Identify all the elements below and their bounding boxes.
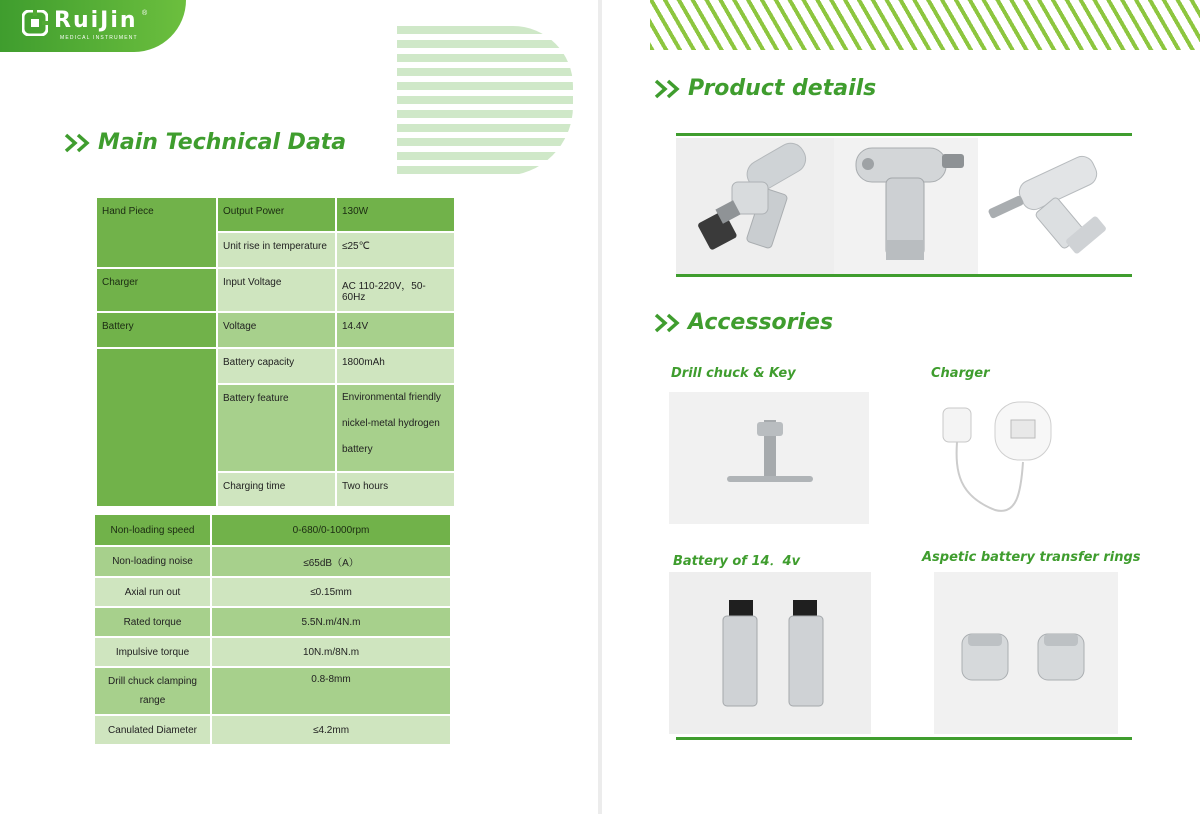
accessories-heading — [654, 310, 833, 335]
table-row — [95, 716, 450, 744]
brand-name: RuiJin — [54, 8, 138, 33]
spec-value-cell — [337, 385, 454, 471]
value-line: nickel-metal hydrogen — [342, 418, 440, 429]
double-chevron-icon — [654, 78, 684, 100]
decorative-stripes — [397, 26, 573, 176]
table-row — [95, 608, 450, 636]
decorative-diagonal-stripes — [650, 0, 1200, 50]
drill-handpiece-side-photo — [676, 138, 834, 274]
perf-value-cell: 0.8-8mm — [212, 668, 450, 714]
spec-group-cell: Charger — [97, 269, 216, 311]
brand-tagline: MEDICAL INSTRUMENT — [60, 35, 138, 41]
drill-handpiece-angled-photo — [978, 138, 1132, 274]
perf-label-cell: Non-loading noise — [95, 547, 210, 576]
table-row — [95, 547, 450, 576]
spec-param-cell: Battery feature — [218, 385, 335, 471]
spec-value-cell: AC 110-220V，50-60Hz — [337, 269, 454, 311]
charger-photo — [925, 392, 1061, 530]
accessory-title: Battery of 14．4v — [673, 554, 801, 569]
left-page — [0, 0, 598, 814]
value-line: Environmental friendly — [342, 392, 441, 403]
value-line: battery — [342, 444, 373, 455]
table-row — [97, 349, 454, 383]
label-line: range — [139, 695, 166, 706]
brand-registered-mark: ® — [142, 10, 148, 17]
spec-value-cell: 130W — [337, 198, 454, 231]
section-title: Product details — [688, 76, 877, 101]
right-page — [602, 0, 1200, 814]
perf-value-cell: 0-680/0-1000rpm — [212, 515, 450, 545]
spec-group-cell: Hand Piece — [97, 198, 216, 267]
spec-param-cell: Charging time — [218, 473, 335, 506]
spec-table — [95, 196, 456, 508]
perf-value-cell: 10N.m/8N.m — [212, 638, 450, 666]
chuck-key-photo — [669, 392, 869, 524]
spec-group-cell: Battery — [97, 313, 216, 347]
spec-param-cell: Voltage — [218, 313, 335, 347]
product-photo-3 — [978, 138, 1132, 274]
divider-line — [676, 133, 1132, 136]
performance-table — [93, 513, 452, 746]
table-row — [97, 198, 454, 231]
double-chevron-icon — [654, 312, 684, 334]
spec-param-cell: Battery capacity — [218, 349, 335, 383]
spec-param-cell: Unit rise in temperature — [218, 233, 335, 267]
perf-label-cell: Axial run out — [95, 578, 210, 606]
ruijin-logo-icon — [22, 10, 48, 36]
divider-line — [676, 274, 1132, 277]
accessory-title: Drill chuck & Key — [671, 366, 796, 381]
table-row — [95, 578, 450, 606]
perf-label-cell: Non-loading speed — [95, 515, 210, 545]
perf-label-cell: Impulsive torque — [95, 638, 210, 666]
section-title: Main Technical Data — [98, 130, 347, 155]
brand-logo-bar — [0, 0, 186, 52]
perf-value-cell: ≤4.2mm — [212, 716, 450, 744]
double-chevron-icon — [64, 132, 94, 154]
spec-param-cell: Output Power — [218, 198, 335, 231]
perf-label-cell: Rated torque — [95, 608, 210, 636]
main-technical-data-heading — [64, 130, 346, 155]
product-details-heading — [654, 76, 876, 101]
label-line: Drill chuck clamping — [108, 676, 197, 687]
spec-param-cell: Input Voltage — [218, 269, 335, 311]
transfer-rings-photo — [934, 572, 1118, 734]
divider-line — [676, 737, 1132, 740]
spec-value-cell: ≤25℃ — [337, 233, 454, 267]
table-row — [95, 638, 450, 666]
battery-image — [669, 572, 871, 734]
product-photo-2 — [834, 138, 978, 274]
perf-label-cell: Canulated Diameter — [95, 716, 210, 744]
charger-image — [925, 392, 1061, 530]
perf-value-cell: ≤65dB（A） — [212, 547, 450, 576]
table-row — [95, 515, 450, 545]
battery-photo — [669, 572, 871, 734]
perf-value-cell: ≤0.15mm — [212, 578, 450, 606]
product-photo-1 — [676, 138, 834, 274]
drill-handpiece-front-photo — [834, 138, 978, 274]
section-title: Accessories — [688, 310, 834, 335]
spec-value-cell: 14.4V — [337, 313, 454, 347]
table-row — [97, 269, 454, 311]
table-row — [95, 668, 450, 714]
transfer-rings-image — [934, 572, 1118, 734]
perf-value-cell: 5.5N.m/4N.m — [212, 608, 450, 636]
chuck-key-image — [669, 392, 869, 524]
accessory-title: Charger — [931, 366, 990, 381]
accessory-title: Aspetic battery transfer rings — [922, 550, 1141, 565]
spec-value-cell: 1800mAh — [337, 349, 454, 383]
spec-value-cell: Two hours — [337, 473, 454, 506]
table-row — [97, 313, 454, 347]
spec-group-cell — [97, 349, 216, 506]
perf-label-cell — [95, 668, 210, 714]
